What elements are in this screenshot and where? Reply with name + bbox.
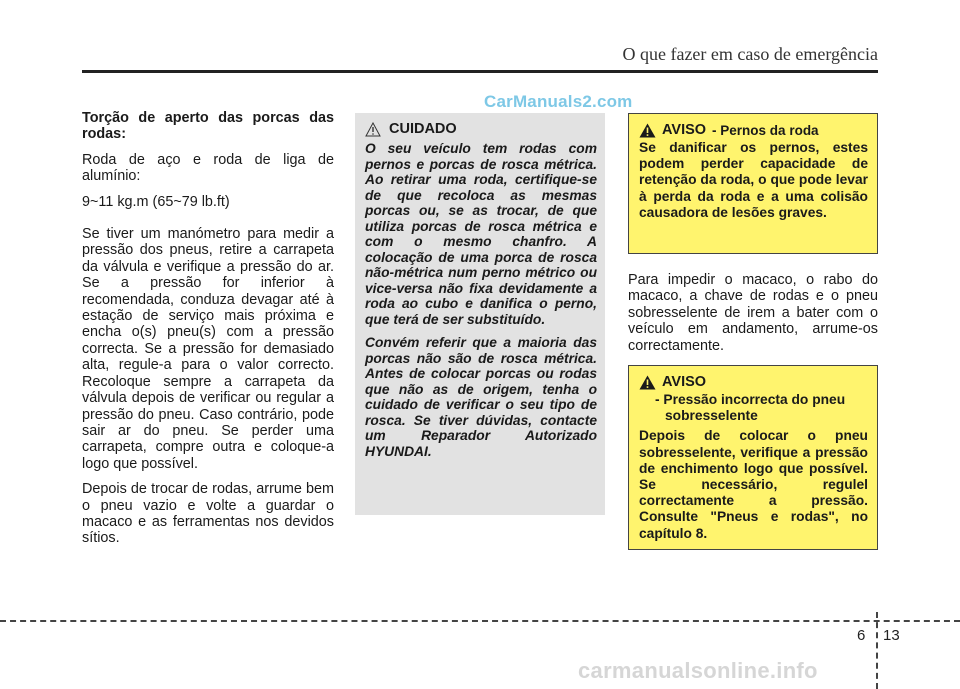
caution-paragraph-2: Convém referir que a maioria das porcas não são de rosca métrica. Antes de colocar porcas ou rodas que não as de origem, tenha o cuidado de verificar o seu tipo de rosca. Se tiver dúvidas, contacte um Reparador Autorizado HYUNDAI. [365,335,597,459]
torque-subheading: Torção de aperto das porcas das rodas: [82,110,334,143]
torque-value-text: 9~11 kg.m (65~79 lb.ft) [82,193,230,210]
stow-paragraph: Depois de trocar de rodas, arrume bem o pneu vazio e volte a guardar o macaco e as ferramentas nos devidos sítios. [82,481,334,547]
caution-title: CUIDADO [389,121,457,137]
jack-stow-paragraph: Para impedir o macaco, o rabo do macaco, a chave de rodas e o pneu sobresselente de irem a bater com o veículo em andamento, arrume-os correctamente. [628,272,878,354]
warning-body: Depois de colocar o pneu sobresselente, verifique a pressão de enchimento logo que possível. Se necessário, regulel correctamente a pressão. Consulte "Pneus e rodas", no capítulo 8. [639,428,868,541]
watermark-top: CarManuals2.com [484,92,633,111]
footer-rule [0,620,960,622]
warning-title-row [639,122,868,138]
caution-triangle-icon [365,122,381,137]
warning-sub-item: - Pressão incorrecta do pneu sobresselente [655,392,846,424]
warning-triangle-icon [639,123,656,138]
page-number: 13 [883,627,900,644]
page-header-title: O que fazer em caso de emergência [622,44,878,64]
caution-title-row [365,121,597,137]
warning-body: Se danificar os pernos, estes podem perder capacidade de retenção da roda, o que pode levar à perda da roda e a uma colisão causadora de lesões graves. [639,140,868,220]
warning-title-row [639,374,868,390]
pressure-paragraph: Se tiver um manómetro para medir a pressão dos pneus, retire a carrapeta da válvula e verifique a pressão do ar. Se a pressão for inferior à recomendada, conduza devagar até à estação de serviço mais próxima e encha o(s) pneu(s) com a pressão correcta. Se a pressão for demasiado alta, regule-a para o valor correcto. Recoloque sempre a carrapeta da válvula depois de verificar ou regular a pressão do pneu. Caso contrário, pode sair ar do pneu. Se perder uma carrapeta, compre outra e coloque-a logo que possível. [82,226,334,472]
warning-box-wheel-bolts [628,113,878,254]
chapter-number: 6 [857,627,866,644]
header-rule [82,70,878,73]
warning-triangle-icon [639,375,656,390]
watermark-bottom: carmanualsonline.info [578,658,818,683]
warning-subtitle: - Pernos da roda [712,122,819,138]
wheel-type-text: Roda de aço e roda de liga de alumínio: [82,151,334,185]
left-column [82,110,334,556]
warning-title: AVISO [662,374,707,390]
caution-box [355,113,605,515]
caution-paragraph-1: O seu veículo tem rodas com pernos e porcas de rosca métrica. Ao retirar uma roda, certifique-se de que recoloca as mesmas porcas ou, se as trocar, de que utiliza porcas de rosca métrica e com o mesmo chanfro. A colocação de uma porca de rosca não-métrica num perno métrico ou vice-versa não fixa devidamente a roda ao cubo e danifica o perno, que terá de ser substituído. [365,141,597,327]
warning-box-spare-pressure [628,365,878,550]
warning-title: AVISO [662,122,707,138]
footer-divider [876,612,878,689]
